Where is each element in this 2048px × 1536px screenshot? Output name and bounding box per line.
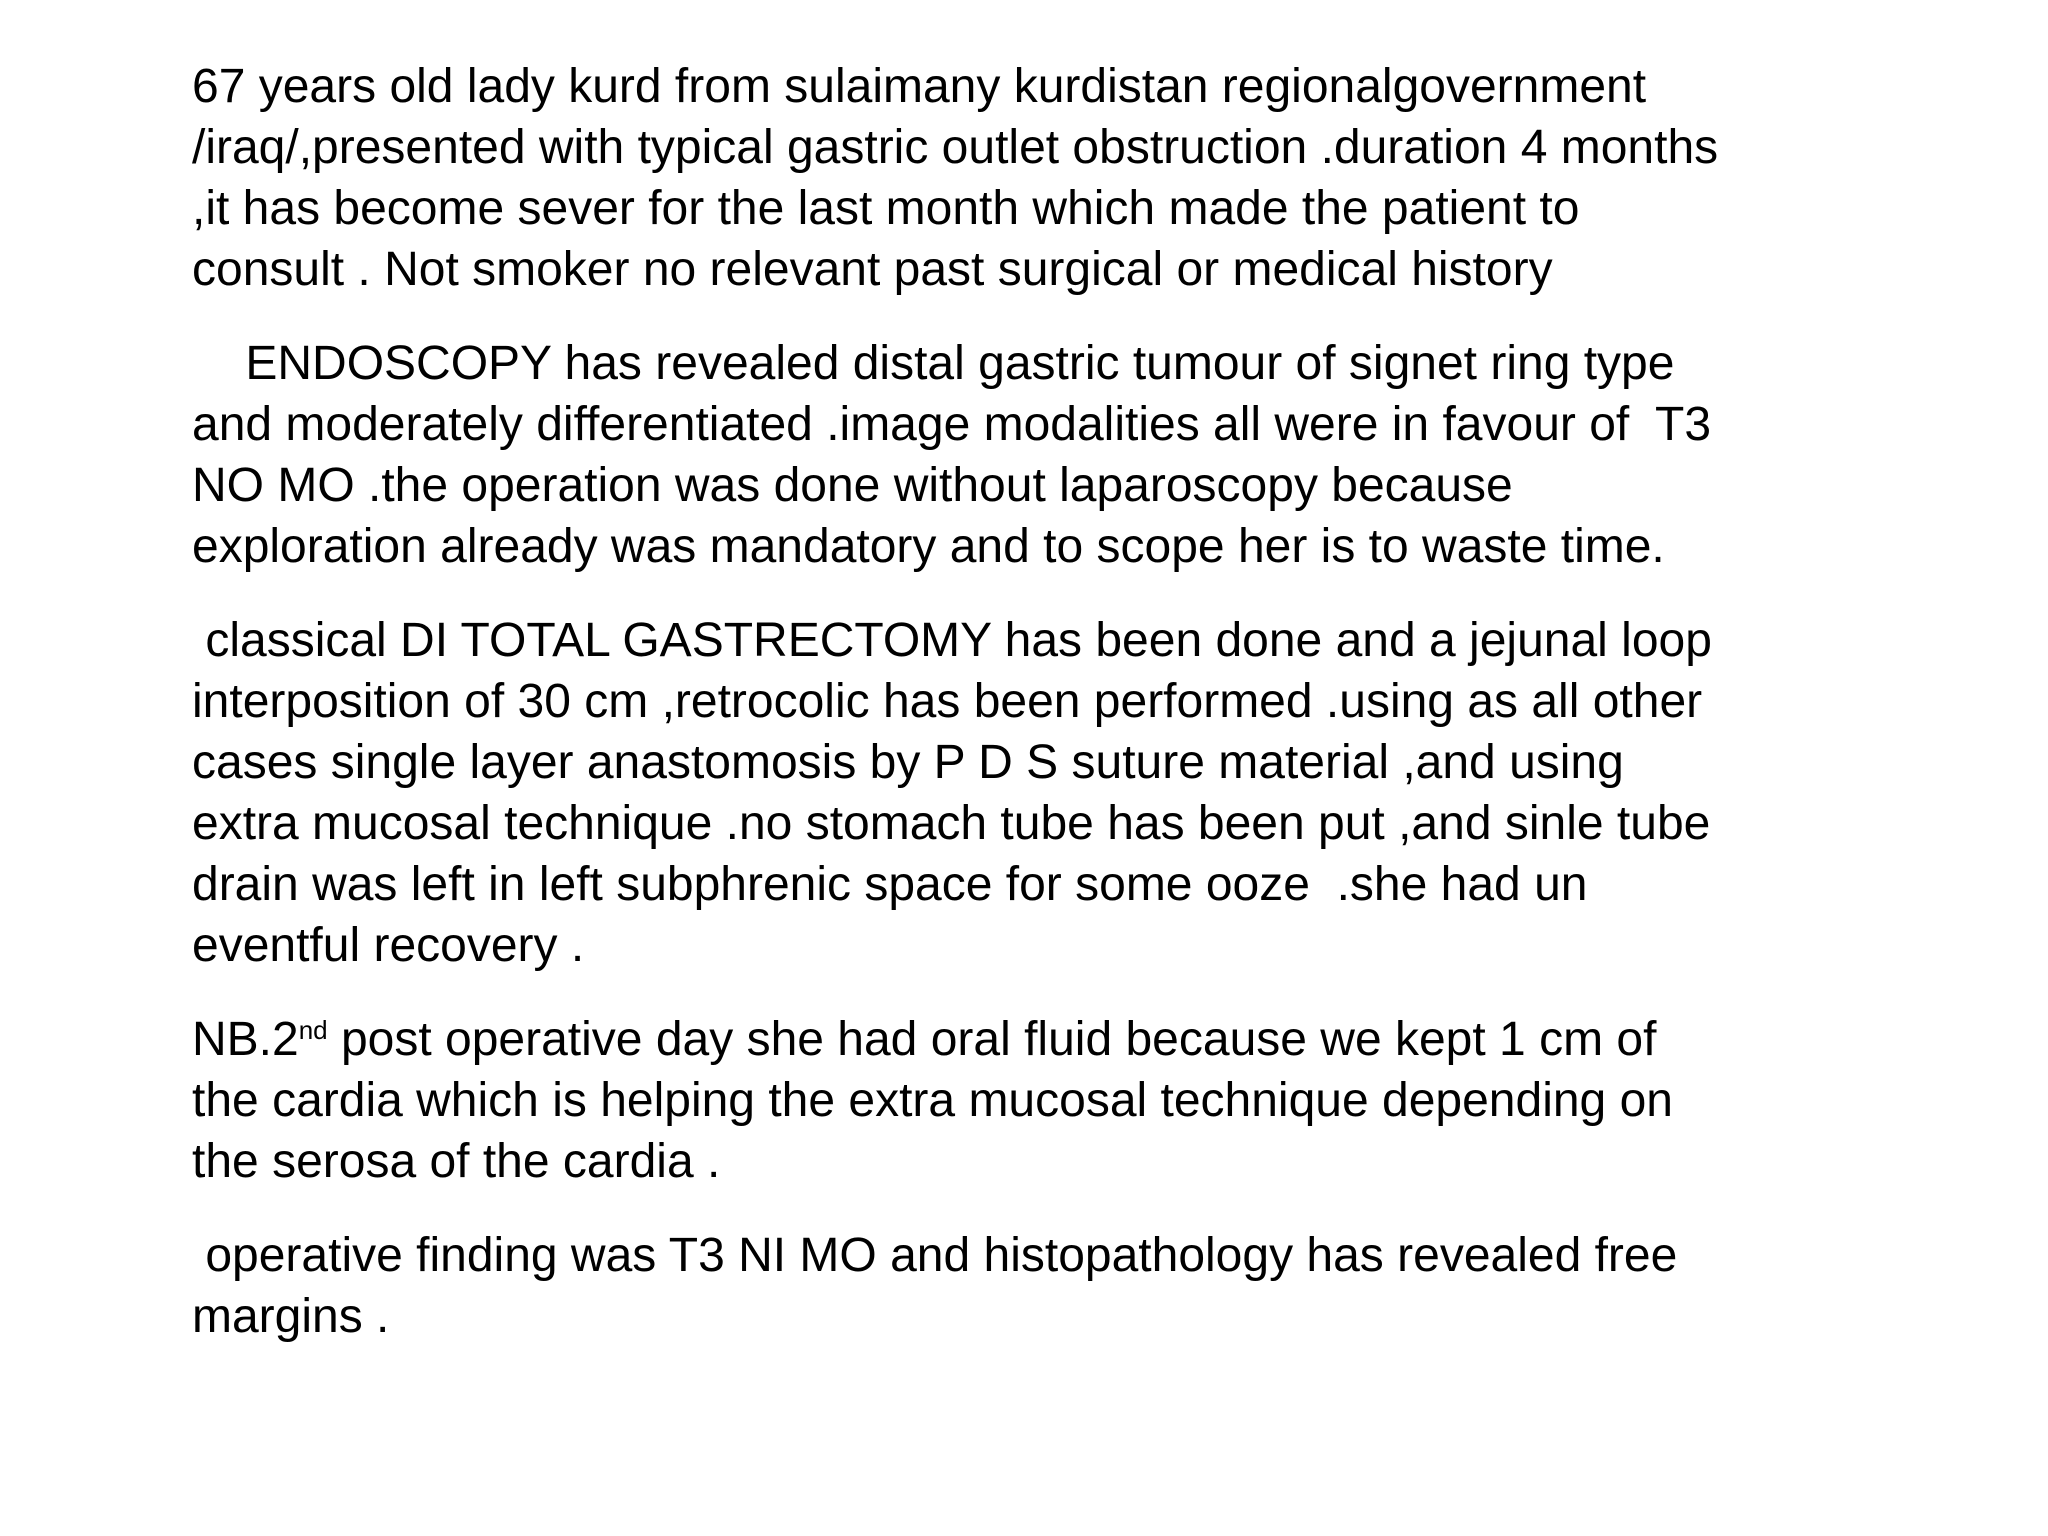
ordinal-superscript: nd bbox=[298, 1015, 328, 1045]
text-line: /iraq/,presented with typical gastric outlet obstruction .duration 4 months bbox=[192, 121, 1719, 174]
paragraph-endoscopy bbox=[192, 333, 1892, 577]
case-report-text bbox=[192, 56, 1892, 1347]
text-line: drain was left in left subphrenic space for some ooze .she had un bbox=[192, 858, 1588, 911]
text-line: ,it has become sever for the last month which made the patient to bbox=[192, 182, 1580, 235]
text-line: extra mucosal technique .no stomach tube has been put ,and sinle tube bbox=[192, 797, 1711, 850]
text-line: NO MO .the operation was done without laparoscopy because bbox=[192, 459, 1513, 512]
paragraph-findings bbox=[192, 1225, 1892, 1347]
text-line: eventful recovery . bbox=[192, 919, 585, 972]
paragraph-patient-history bbox=[192, 56, 1892, 300]
text-line: classical DI TOTAL GASTRECTOMY has been done and a jejunal loop bbox=[192, 614, 1712, 667]
text-line: ENDOSCOPY has revealed distal gastric tumour of signet ring type bbox=[192, 337, 1675, 390]
text-line: margins . bbox=[192, 1290, 390, 1343]
text-rest: post operative day she had oral fluid because we kept 1 cm of bbox=[327, 1013, 1657, 1066]
text-line: exploration already was mandatory and to scope her is to waste time. bbox=[192, 520, 1665, 573]
text-line-with-superscript bbox=[192, 1009, 1892, 1070]
text-line: cases single layer anastomosis by P D S suture material ,and using bbox=[192, 736, 1624, 789]
text-line: operative finding was T3 NI MO and histopathology has revealed free bbox=[192, 1229, 1678, 1282]
text-line: interposition of 30 cm ,retrocolic has been performed .using as all other bbox=[192, 675, 1703, 728]
paragraph-operation bbox=[192, 610, 1892, 976]
text-prefix: NB.2 bbox=[192, 1013, 299, 1066]
text-line: consult . Not smoker no relevant past surgical or medical history bbox=[192, 243, 1553, 296]
paragraph-nota-bene bbox=[192, 1009, 1892, 1192]
text-line: 67 years old lady kurd from sulaimany kurdistan regionalgovernment bbox=[192, 60, 1647, 113]
text-line: the serosa of the cardia . bbox=[192, 1135, 721, 1188]
text-line: and moderately differentiated .image modalities all were in favour of T3 bbox=[192, 398, 1712, 451]
text-line: the cardia which is helping the extra mucosal technique depending on bbox=[192, 1074, 1673, 1127]
